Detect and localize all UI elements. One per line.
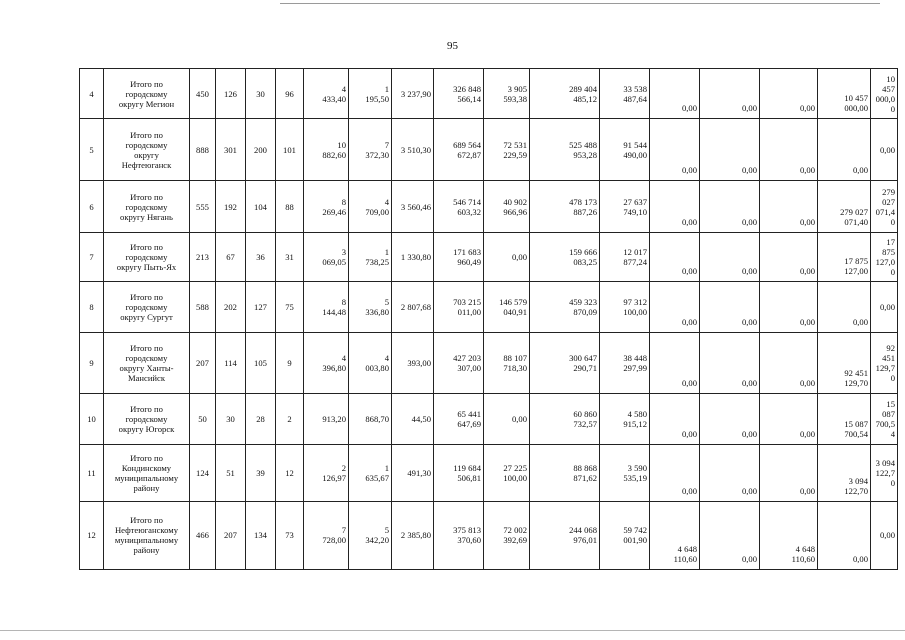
value-cell: 478 173 887,26 bbox=[530, 181, 600, 233]
value-cell: 105 bbox=[246, 333, 276, 393]
value-cell: 7 372,30 bbox=[349, 119, 392, 181]
value-cell: 0,00 bbox=[650, 119, 700, 181]
value-cell: 427 203 307,00 bbox=[434, 333, 484, 393]
value-cell: 393,00 bbox=[392, 333, 434, 393]
value-cell: 200 bbox=[246, 119, 276, 181]
value-cell: 17 875 127,0 0 bbox=[871, 233, 898, 282]
value-cell: 0,00 bbox=[700, 119, 760, 181]
territory-name-cell: Итого по городскому округу Ханты- Мансийск bbox=[104, 333, 190, 393]
value-cell: 3 094 122,7 0 bbox=[871, 444, 898, 501]
value-cell: 60 860 732,57 bbox=[530, 393, 600, 444]
value-cell: 689 564 672,87 bbox=[434, 119, 484, 181]
value-cell: 213 bbox=[190, 233, 216, 282]
value-cell: 65 441 647,69 bbox=[434, 393, 484, 444]
value-cell: 12 017 877,24 bbox=[600, 233, 650, 282]
territory-name-cell: Итого по городскому округу Югорск bbox=[104, 393, 190, 444]
value-cell: 28 bbox=[246, 393, 276, 444]
value-cell: 0,00 bbox=[650, 444, 700, 501]
row-number-cell: 5 bbox=[80, 119, 104, 181]
territory-name-cell: Итого по городскому округу Нефтеюганск bbox=[104, 119, 190, 181]
value-cell: 207 bbox=[216, 501, 246, 569]
value-cell: 0,00 bbox=[818, 501, 871, 569]
value-cell: 0,00 bbox=[484, 233, 530, 282]
value-cell: 888 bbox=[190, 119, 216, 181]
table-row bbox=[80, 181, 898, 233]
value-cell: 75 bbox=[276, 282, 304, 333]
row-number-cell: 12 bbox=[80, 501, 104, 569]
table-row bbox=[80, 444, 898, 501]
value-cell: 30 bbox=[246, 69, 276, 119]
value-cell: 8 144,48 bbox=[304, 282, 349, 333]
value-cell: 30 bbox=[216, 393, 246, 444]
value-cell: 244 068 976,01 bbox=[530, 501, 600, 569]
value-cell: 92 451 129,70 bbox=[818, 333, 871, 393]
value-cell: 88 107 718,30 bbox=[484, 333, 530, 393]
value-cell: 207 bbox=[190, 333, 216, 393]
value-cell: 114 bbox=[216, 333, 246, 393]
value-cell: 0,00 bbox=[871, 501, 898, 569]
value-cell: 96 bbox=[276, 69, 304, 119]
value-cell: 0,00 bbox=[650, 69, 700, 119]
value-cell: 588 bbox=[190, 282, 216, 333]
value-cell: 4 003,80 bbox=[349, 333, 392, 393]
value-cell: 39 bbox=[246, 444, 276, 501]
value-cell: 4 580 915,12 bbox=[600, 393, 650, 444]
value-cell: 27 637 749,10 bbox=[600, 181, 650, 233]
value-cell: 124 bbox=[190, 444, 216, 501]
value-cell: 33 538 487,64 bbox=[600, 69, 650, 119]
value-cell: 913,20 bbox=[304, 393, 349, 444]
value-cell: 525 488 953,28 bbox=[530, 119, 600, 181]
row-number-cell: 6 bbox=[80, 181, 104, 233]
territory-name-cell: Итого по Нефтеюганскому муниципальному району bbox=[104, 501, 190, 569]
value-cell: 10 457 000,0 0 bbox=[871, 69, 898, 119]
value-cell: 4 709,00 bbox=[349, 181, 392, 233]
table-row bbox=[80, 282, 898, 333]
value-cell: 171 683 960,49 bbox=[434, 233, 484, 282]
value-cell: 67 bbox=[216, 233, 246, 282]
row-number-cell: 8 bbox=[80, 282, 104, 333]
row-number-cell: 10 bbox=[80, 393, 104, 444]
table-row bbox=[80, 333, 898, 393]
value-cell: 17 875 127,00 bbox=[818, 233, 871, 282]
territory-name-cell: Итого по городскому округу Сургут bbox=[104, 282, 190, 333]
territory-name-cell: Итого по городскому округу Нягань bbox=[104, 181, 190, 233]
value-cell: 202 bbox=[216, 282, 246, 333]
value-cell: 546 714 603,32 bbox=[434, 181, 484, 233]
value-cell: 0,00 bbox=[700, 233, 760, 282]
value-cell: 50 bbox=[190, 393, 216, 444]
value-cell: 8 269,46 bbox=[304, 181, 349, 233]
value-cell: 192 bbox=[216, 181, 246, 233]
value-cell: 2 385,80 bbox=[392, 501, 434, 569]
value-cell: 703 215 011,00 bbox=[434, 282, 484, 333]
row-number-cell: 9 bbox=[80, 333, 104, 393]
value-cell: 555 bbox=[190, 181, 216, 233]
value-cell: 0,00 bbox=[760, 282, 818, 333]
table-row bbox=[80, 393, 898, 444]
value-cell: 51 bbox=[216, 444, 246, 501]
value-cell: 73 bbox=[276, 501, 304, 569]
value-cell: 0,00 bbox=[760, 393, 818, 444]
row-number-cell: 11 bbox=[80, 444, 104, 501]
value-cell: 97 312 100,00 bbox=[600, 282, 650, 333]
value-cell: 9 bbox=[276, 333, 304, 393]
value-cell: 31 bbox=[276, 233, 304, 282]
value-cell: 3 069,05 bbox=[304, 233, 349, 282]
territory-name-cell: Итого по городскому округу Пыть-Ях bbox=[104, 233, 190, 282]
value-cell: 0,00 bbox=[760, 69, 818, 119]
value-cell: 72 002 392,69 bbox=[484, 501, 530, 569]
value-cell: 146 579 040,91 bbox=[484, 282, 530, 333]
value-cell: 36 bbox=[246, 233, 276, 282]
value-cell: 459 323 870,09 bbox=[530, 282, 600, 333]
value-cell: 2 126,97 bbox=[304, 444, 349, 501]
value-cell: 127 bbox=[246, 282, 276, 333]
value-cell: 15 087 700,54 bbox=[818, 393, 871, 444]
value-cell: 0,00 bbox=[871, 119, 898, 181]
value-cell: 0,00 bbox=[700, 393, 760, 444]
register-table bbox=[79, 68, 898, 570]
value-cell: 7 728,00 bbox=[304, 501, 349, 569]
value-cell: 3 905 593,38 bbox=[484, 69, 530, 119]
value-cell: 5 342,20 bbox=[349, 501, 392, 569]
value-cell: 88 868 871,62 bbox=[530, 444, 600, 501]
value-cell: 3 237,90 bbox=[392, 69, 434, 119]
value-cell: 159 666 083,25 bbox=[530, 233, 600, 282]
value-cell: 59 742 001,90 bbox=[600, 501, 650, 569]
value-cell: 0,00 bbox=[650, 393, 700, 444]
value-cell: 1 195,50 bbox=[349, 69, 392, 119]
value-cell: 104 bbox=[246, 181, 276, 233]
value-cell: 0,00 bbox=[650, 282, 700, 333]
value-cell: 4 648 110,60 bbox=[760, 501, 818, 569]
value-cell: 0,00 bbox=[484, 393, 530, 444]
value-cell: 1 330,80 bbox=[392, 233, 434, 282]
value-cell: 88 bbox=[276, 181, 304, 233]
value-cell: 3 560,46 bbox=[392, 181, 434, 233]
value-cell: 279 027 071,4 0 bbox=[871, 181, 898, 233]
territory-name-cell: Итого по городскому округу Мегион bbox=[104, 69, 190, 119]
value-cell: 0,00 bbox=[871, 282, 898, 333]
value-cell: 119 684 506,81 bbox=[434, 444, 484, 501]
value-cell: 300 647 290,71 bbox=[530, 333, 600, 393]
value-cell: 0,00 bbox=[818, 282, 871, 333]
table-row bbox=[80, 119, 898, 181]
value-cell: 0,00 bbox=[700, 501, 760, 569]
value-cell: 491,30 bbox=[392, 444, 434, 501]
table-body bbox=[80, 69, 898, 570]
bottom-scan-line bbox=[0, 630, 905, 631]
value-cell: 0,00 bbox=[818, 119, 871, 181]
value-cell: 868,70 bbox=[349, 393, 392, 444]
value-cell: 4 648 110,60 bbox=[650, 501, 700, 569]
value-cell: 5 336,80 bbox=[349, 282, 392, 333]
value-cell: 92 451 129,7 0 bbox=[871, 333, 898, 393]
value-cell: 301 bbox=[216, 119, 246, 181]
value-cell: 375 813 370,60 bbox=[434, 501, 484, 569]
value-cell: 44,50 bbox=[392, 393, 434, 444]
value-cell: 2 bbox=[276, 393, 304, 444]
page-number: 95 bbox=[447, 40, 458, 52]
territory-name-cell: Итого по Кондинскому муниципальному району bbox=[104, 444, 190, 501]
value-cell: 1 635,67 bbox=[349, 444, 392, 501]
value-cell: 0,00 bbox=[650, 333, 700, 393]
value-cell: 3 094 122,70 bbox=[818, 444, 871, 501]
row-number-cell: 4 bbox=[80, 69, 104, 119]
value-cell: 0,00 bbox=[700, 333, 760, 393]
value-cell: 40 902 966,96 bbox=[484, 181, 530, 233]
table-row bbox=[80, 501, 898, 569]
value-cell: 450 bbox=[190, 69, 216, 119]
value-cell: 4 433,40 bbox=[304, 69, 349, 119]
top-scan-line bbox=[280, 3, 880, 4]
value-cell: 91 544 490,00 bbox=[600, 119, 650, 181]
value-cell: 101 bbox=[276, 119, 304, 181]
value-cell: 466 bbox=[190, 501, 216, 569]
value-cell: 10 882,60 bbox=[304, 119, 349, 181]
value-cell: 10 457 000,00 bbox=[818, 69, 871, 119]
value-cell: 0,00 bbox=[760, 181, 818, 233]
value-cell: 0,00 bbox=[650, 181, 700, 233]
value-cell: 0,00 bbox=[760, 333, 818, 393]
value-cell: 0,00 bbox=[760, 444, 818, 501]
value-cell: 3 590 535,19 bbox=[600, 444, 650, 501]
value-cell: 27 225 100,00 bbox=[484, 444, 530, 501]
value-cell: 0,00 bbox=[700, 181, 760, 233]
value-cell: 279 027 071,40 bbox=[818, 181, 871, 233]
value-cell: 0,00 bbox=[760, 233, 818, 282]
value-cell: 0,00 bbox=[700, 69, 760, 119]
value-cell: 38 448 297,99 bbox=[600, 333, 650, 393]
value-cell: 1 738,25 bbox=[349, 233, 392, 282]
table-row bbox=[80, 233, 898, 282]
value-cell: 0,00 bbox=[760, 119, 818, 181]
value-cell: 72 531 229,59 bbox=[484, 119, 530, 181]
value-cell: 3 510,30 bbox=[392, 119, 434, 181]
value-cell: 134 bbox=[246, 501, 276, 569]
value-cell: 126 bbox=[216, 69, 246, 119]
value-cell: 0,00 bbox=[700, 444, 760, 501]
value-cell: 4 396,80 bbox=[304, 333, 349, 393]
value-cell: 289 404 485,12 bbox=[530, 69, 600, 119]
value-cell: 0,00 bbox=[650, 233, 700, 282]
row-number-cell: 7 bbox=[80, 233, 104, 282]
value-cell: 2 807,68 bbox=[392, 282, 434, 333]
value-cell: 326 848 566,14 bbox=[434, 69, 484, 119]
value-cell: 0,00 bbox=[700, 282, 760, 333]
value-cell: 12 bbox=[276, 444, 304, 501]
value-cell: 15 087 700,5 4 bbox=[871, 393, 898, 444]
table-row bbox=[80, 69, 898, 119]
